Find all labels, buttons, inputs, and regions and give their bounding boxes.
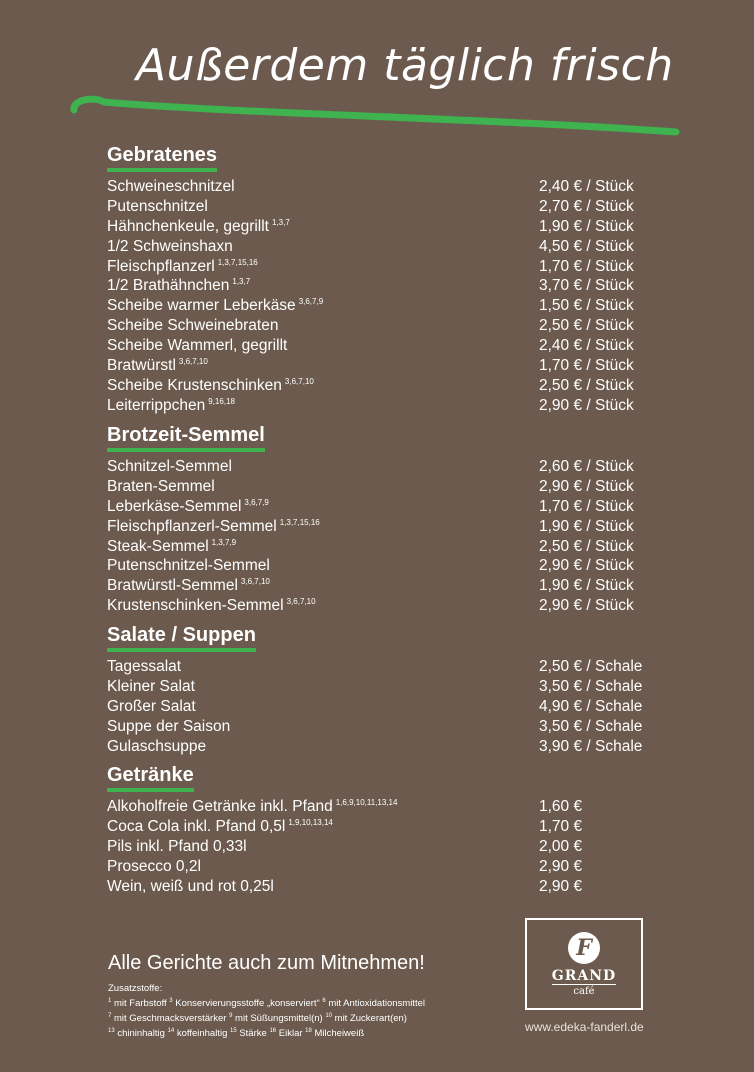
allergen-codes: 1,3,7,15,16 — [217, 257, 258, 267]
menu-item-name — [107, 597, 539, 615]
menu-item-label: Schnitzel-Semmel — [107, 457, 232, 475]
menu-item-label: Scheibe warmer Leberkäse — [107, 297, 296, 315]
section-title: Brotzeit-Semmel — [107, 424, 265, 452]
allergen-number: 16 — [269, 1028, 277, 1034]
menu-item — [107, 237, 667, 257]
menu-item-label: Schweineschnitzel — [107, 177, 235, 195]
menu-item-label: Bratwürstl — [107, 356, 176, 374]
menu-item-name — [107, 798, 539, 816]
menu-item-name — [107, 518, 539, 536]
menu-item-name — [107, 218, 539, 236]
menu-item-price: 2,70 € / Stück — [539, 197, 634, 215]
allergen-codes: 1,3,7 — [232, 277, 251, 287]
menu-item-price: 2,50 € / Stück — [539, 537, 634, 555]
allergen-codes: 3,6,7,10 — [178, 356, 208, 366]
menu-item-label: Pils inkl. Pfand 0,33l — [107, 837, 247, 855]
menu-item — [107, 316, 667, 336]
allergen-number: 18 — [305, 1028, 312, 1034]
menu-item — [107, 717, 667, 737]
menu-item-price: 2,50 € / Stück — [539, 317, 634, 335]
menu-item-name — [107, 357, 539, 375]
menu-item — [107, 877, 667, 897]
menu-item — [107, 197, 667, 217]
menu-item-name — [107, 337, 539, 355]
section-title: Gebratenes — [107, 144, 217, 172]
menu-item-name — [107, 678, 539, 696]
menu-item-label: Tagessalat — [107, 657, 182, 675]
menu-item-name — [107, 498, 539, 516]
menu-item-price: 3,50 € / Schale — [539, 717, 643, 735]
menu-item-name — [107, 858, 539, 876]
logo-sub: café — [573, 986, 595, 997]
allergen-text: Eiklar — [276, 1028, 306, 1039]
menu-item-price: 2,50 € / Stück — [539, 376, 634, 394]
menu-item-label: Wein, weiß und rot 0,25l — [107, 877, 274, 895]
menu-item — [107, 677, 667, 697]
menu-item-name — [107, 198, 539, 216]
allergen-number: 6 — [322, 998, 326, 1004]
website-link[interactable]: www.edeka-fanderl.de — [525, 1020, 644, 1034]
menu-item-price: 2,90 € / Stück — [539, 396, 634, 414]
menu-item-price: 1,90 € / Stück — [539, 577, 634, 595]
grand-cafe-logo — [525, 918, 643, 1010]
menu-item — [107, 257, 667, 277]
allergen-legend — [108, 982, 425, 1040]
menu-item — [107, 217, 667, 237]
menu-item — [107, 497, 667, 517]
menu-item-name — [107, 238, 539, 256]
menu-item-price: 1,50 € / Stück — [539, 297, 634, 315]
allergen-text: Milcheiweiß — [311, 1028, 365, 1039]
menu-item-price: 4,50 € / Stück — [539, 237, 634, 255]
menu-item — [107, 396, 667, 416]
menu-item-price: 3,70 € / Stück — [539, 277, 634, 295]
allergen-number: 15 — [230, 1028, 237, 1034]
menu-item-label: Putenschnitzel-Semmel — [107, 557, 270, 575]
allergen-number: 9 — [229, 1013, 233, 1019]
menu-item-name — [107, 878, 539, 896]
menu-item — [107, 596, 667, 616]
menu-item-price: 3,90 € / Schale — [539, 737, 643, 755]
menu-item-name — [107, 557, 539, 575]
menu-item-name — [107, 178, 539, 196]
menu-item-label: Kleiner Salat — [107, 677, 195, 695]
menu-item-name — [107, 738, 539, 756]
menu-item-name — [107, 317, 539, 335]
menu-item-name — [107, 277, 539, 295]
menu-item — [107, 657, 667, 677]
menu-item-name — [107, 718, 539, 736]
menu-item — [107, 336, 667, 356]
allergen-number: 3 — [169, 998, 173, 1004]
menu-item-price: 1,70 € / Stück — [539, 356, 634, 374]
menu-item-label: Bratwürstl-Semmel — [107, 577, 238, 595]
menu-item-name — [107, 258, 539, 276]
allergen-number: 1 — [108, 998, 112, 1004]
menu-item-name — [107, 538, 539, 556]
menu-item-name — [107, 458, 539, 476]
headline-underline — [64, 90, 684, 140]
allergen-text: Konservierungsstoffe „konserviert“ — [172, 998, 323, 1009]
menu-item-price: 1,70 € / Stück — [539, 257, 634, 275]
menu-item-label: Putenschnitzel — [107, 197, 208, 215]
section-gebratenes — [107, 144, 667, 416]
allergen-line — [108, 1010, 425, 1025]
menu-item-price: 2,40 € / Stück — [539, 337, 634, 355]
page-headline: Außerdem täglich frisch — [136, 40, 674, 91]
menu-item — [107, 556, 667, 576]
menu-item-label: Großer Salat — [107, 697, 196, 715]
menu-item-label: Alkoholfreie Getränke inkl. Pfand — [107, 797, 333, 815]
section-salate-suppen — [107, 624, 667, 756]
section-title: Salate / Suppen — [107, 624, 256, 652]
menu-item-price: 2,60 € / Stück — [539, 457, 634, 475]
menu-item-label: Scheibe Krustenschinken — [107, 376, 282, 394]
menu-item-name — [107, 577, 539, 595]
allergen-number: 10 — [325, 1013, 333, 1019]
allergen-codes: 1,3,7 — [272, 217, 290, 227]
allergen-codes: 3,6,7,10 — [240, 577, 270, 587]
menu-item-label: Suppe der Saison — [107, 717, 231, 735]
menu-item-label: Prosecco 0,2l — [107, 857, 201, 875]
menu-item-price: 2,50 € / Schale — [539, 657, 643, 675]
allergen-text: mit Süßungsmittel(n) — [232, 1013, 326, 1024]
menu-item-price: 1,90 € / Stück — [539, 217, 634, 235]
menu-item — [107, 276, 667, 296]
menu-item-label: Steak-Semmel — [107, 537, 209, 555]
menu-item-name — [107, 658, 539, 676]
menu-item-price: 1,70 € — [539, 817, 583, 835]
menu-item — [107, 376, 667, 396]
menu-item — [107, 697, 667, 717]
menu-item-price: 2,90 € — [539, 857, 583, 875]
allergen-title: Zusatzstoffe: — [108, 983, 163, 994]
allergen-codes: 9,16,18 — [208, 396, 235, 406]
menu-item — [107, 177, 667, 197]
allergen-text: mit Antioxidationsmittel — [325, 998, 425, 1009]
allergen-text: Stärke — [236, 1028, 270, 1039]
allergen-codes: 3,6,7,9 — [244, 497, 269, 507]
allergen-codes: 1,3,7,15,16 — [279, 517, 320, 527]
allergen-codes: 1,9,10,13,14 — [288, 817, 333, 827]
allergen-text: mit Zuckerart(en) — [332, 1013, 407, 1024]
menu-item-name — [107, 397, 539, 415]
menu-item — [107, 576, 667, 596]
menu-item — [107, 837, 667, 857]
menu-item-label: Scheibe Schweinebraten — [107, 317, 279, 335]
menu-item-name — [107, 297, 539, 315]
menu-item-price: 2,90 € / Stück — [539, 557, 634, 575]
menu-item — [107, 797, 667, 817]
menu-item-price: 2,90 € / Stück — [539, 477, 634, 495]
menu-item-label: Braten-Semmel — [107, 477, 215, 495]
menu-item-name — [107, 478, 539, 496]
menu-item-price: 1,90 € / Stück — [539, 517, 634, 535]
menu-item-price: 2,90 € / Stück — [539, 597, 634, 615]
menu-item-price: 2,40 € / Stück — [539, 177, 634, 195]
menu-item-label: Hähnchenkeule, gegrillt — [107, 217, 269, 235]
section-brotzeit-semmel — [107, 424, 667, 616]
menu-item — [107, 296, 667, 316]
section-getraenke — [107, 764, 667, 896]
menu-item-label: Gulaschsuppe — [107, 737, 207, 755]
section-title: Getränke — [107, 764, 194, 792]
allergen-text: mit Farbstoff — [111, 998, 170, 1009]
menu-item-label: Leiterrippchen — [107, 396, 206, 414]
allergen-text: chininhaltig — [114, 1028, 168, 1039]
menu-item-label: 1/2 Brathähnchen — [107, 277, 230, 295]
allergen-text: mit Geschmacksverstärker — [111, 1013, 230, 1024]
menu-item-price: 4,90 € / Schale — [539, 697, 643, 715]
menu-item-name — [107, 838, 539, 856]
menu-item — [107, 737, 667, 757]
allergen-number: 7 — [108, 1013, 112, 1019]
allergen-text: koffeinhaltig — [174, 1028, 230, 1039]
menu-item — [107, 356, 667, 376]
allergen-number: 14 — [167, 1028, 175, 1034]
menu-item-label: Scheibe Wammerl, gegrillt — [107, 337, 288, 355]
menu-item — [107, 517, 667, 537]
menu-item-price: 2,00 € — [539, 837, 583, 855]
menu-item-name — [107, 698, 539, 716]
menu-item-price: 2,90 € — [539, 877, 583, 895]
menu-item — [107, 857, 667, 877]
menu-item — [107, 477, 667, 497]
menu-item — [107, 817, 667, 837]
menu-item-price: 1,60 € — [539, 797, 583, 815]
menu-item-name — [107, 377, 539, 395]
logo-name: GRAND — [551, 968, 617, 984]
allergen-codes: 3,6,7,10 — [284, 376, 314, 386]
allergen-codes: 1,6,9,10,11,13,14 — [335, 797, 398, 807]
allergen-line — [108, 1025, 425, 1040]
takeaway-note: Alle Gerichte auch zum Mitnehmen! — [108, 952, 425, 974]
allergen-line — [108, 995, 425, 1010]
allergen-codes: 3,6,7,10 — [286, 597, 316, 607]
menu-item-price: 3,50 € / Schale — [539, 677, 643, 695]
menu-item-name — [107, 818, 539, 836]
menu-item-label: Leberkäse-Semmel — [107, 497, 242, 515]
allergen-codes: 3,6,7,9 — [298, 297, 324, 307]
allergen-codes: 1,3,7,9 — [211, 537, 237, 547]
menu-item-price: 1,70 € / Stück — [539, 497, 634, 515]
menu-item-label: Fleischpflanzerl-Semmel — [107, 517, 277, 535]
allergen-number: 13 — [108, 1028, 115, 1034]
menu-item-label: Krustenschinken-Semmel — [107, 597, 284, 615]
menu-item-label: Coca Cola inkl. Pfand 0,5l — [107, 817, 286, 835]
menu-item — [107, 457, 667, 477]
logo-f-emblem: F — [568, 932, 600, 964]
menu-item-label: Fleischpflanzerl — [107, 257, 215, 275]
menu-item-label: 1/2 Schweinshaxn — [107, 237, 233, 255]
menu-item — [107, 537, 667, 557]
